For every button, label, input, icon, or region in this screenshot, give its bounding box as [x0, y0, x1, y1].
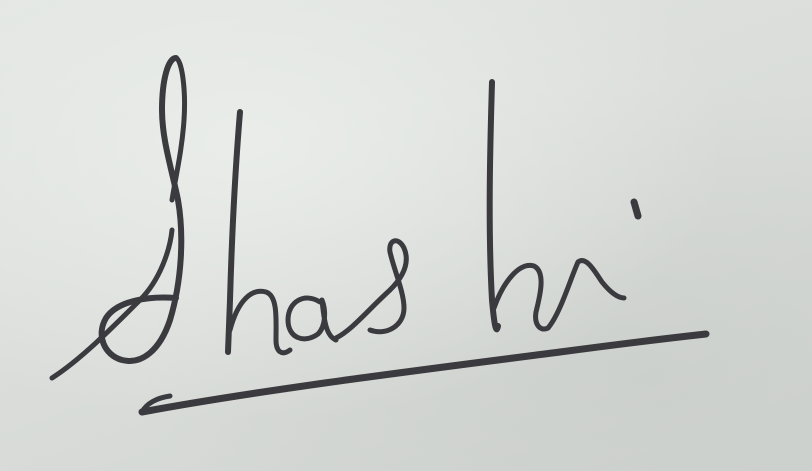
- signature-stroke-s-loop: [102, 58, 182, 361]
- signature-stroke-s-back: [172, 58, 185, 200]
- signature-stroke-a: [288, 298, 336, 340]
- signature-stroke-h1-arch: [230, 291, 290, 353]
- signature-i-dot: [634, 202, 638, 216]
- signature-stroke-h2-arch: [494, 265, 548, 329]
- signature-stroke-s-small: [336, 241, 406, 338]
- signature-stroke-h2: [490, 82, 498, 329]
- signature-stroke-i: [548, 261, 624, 328]
